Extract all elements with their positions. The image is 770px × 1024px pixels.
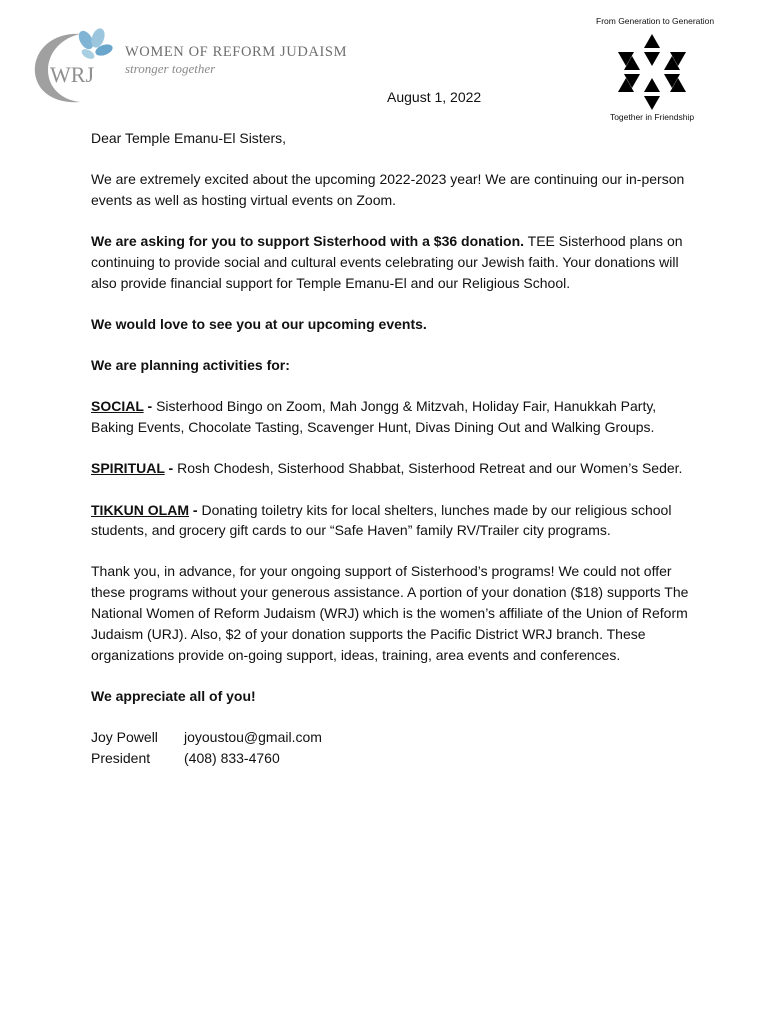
letter-date: August 1, 2022: [387, 89, 482, 105]
appreciate-line: We appreciate all of you!: [91, 687, 256, 704]
intro-paragraph: We are extremely excited about the upcoming 2022-2023 year! We are continuing our in-person events as well as hosting virtual events on Zoom.: [91, 171, 685, 208]
spiritual-label: SPIRITUAL: [91, 460, 165, 477]
signer-title: President: [91, 749, 151, 766]
spiritual-paragraph: [91, 458, 691, 479]
logo-monogram: WRJ: [50, 62, 94, 87]
emblem-top-text: From Generation to Generation: [596, 16, 715, 26]
tikkun-paragraph: [91, 500, 691, 542]
sisterhood-emblem: [596, 14, 715, 126]
tikkun-dash: -: [189, 501, 202, 518]
tikkun-text: Donating toiletry kits for local shelters, lunches made by our religious school students, and grocery gift cards to our “Safe Haven” family RV/Trailer city programs.: [91, 501, 672, 539]
wrj-emblem-icon: [28, 26, 128, 106]
thanks-paragraph: Thank you, in advance, for your ongoing support of Sisterhood’s programs! We could not offer these programs without your generous assistance. A portion of your donation ($18) supports The National Women of Reform Judaism (WRJ) which is the women’s affiliate of the Union of Reform Judaism (URJ). Also, $2 of your donation supports the Pacific District WRJ branch. These organizations provide on-going support, ideas, training, area events and conferences.: [91, 563, 689, 663]
tikkun-label: TIKKUN OLAM: [91, 501, 189, 518]
emblem-bottom-text: Together in Friendship: [609, 112, 695, 122]
signer-name: Joy Powell: [91, 729, 158, 746]
signer-email: joyoustou@gmail.com: [184, 729, 322, 746]
donation-paragraph: [91, 231, 691, 293]
org-name: WOMEN OF REFORM JUDAISM: [125, 44, 348, 60]
letter-body: [91, 128, 691, 769]
signer-phone: (408) 833-4760: [184, 749, 280, 766]
salutation: Dear Temple Emanu-El Sisters,: [91, 130, 287, 146]
star-of-david-icon: [612, 32, 692, 112]
spiritual-text: Rosh Chodesh, Sisterhood Shabbat, Sisterhood Retreat and our Women’s Seder.: [177, 460, 683, 477]
org-tagline: stronger together: [125, 61, 216, 76]
social-paragraph: [91, 396, 691, 438]
spiritual-dash: -: [164, 460, 178, 477]
donation-details: TEE Sisterhood plans on continuing to provide social and cultural events celebrating our Jewish faith. Your donations will also provide financial support for Temple Emanu-El and our Religious School.: [91, 233, 683, 291]
social-text: Sisterhood Bingo on Zoom, Mah Jongg & Mitzvah, Holiday Fair, Hanukkah Party, Baking Events, Chocolate Tasting, Scavenger Hunt, Divas Dining Out and Walking Groups.: [91, 398, 657, 436]
planning-line: We are planning activities for:: [91, 357, 290, 374]
social-label: SOCIAL: [91, 398, 144, 415]
donation-request: We are asking for you to support Sisterhood with a $36 donation.: [91, 233, 525, 250]
signature-block: [91, 727, 691, 769]
social-dash: -: [143, 398, 157, 415]
events-line: We would love to see you at our upcoming events.: [91, 315, 427, 332]
